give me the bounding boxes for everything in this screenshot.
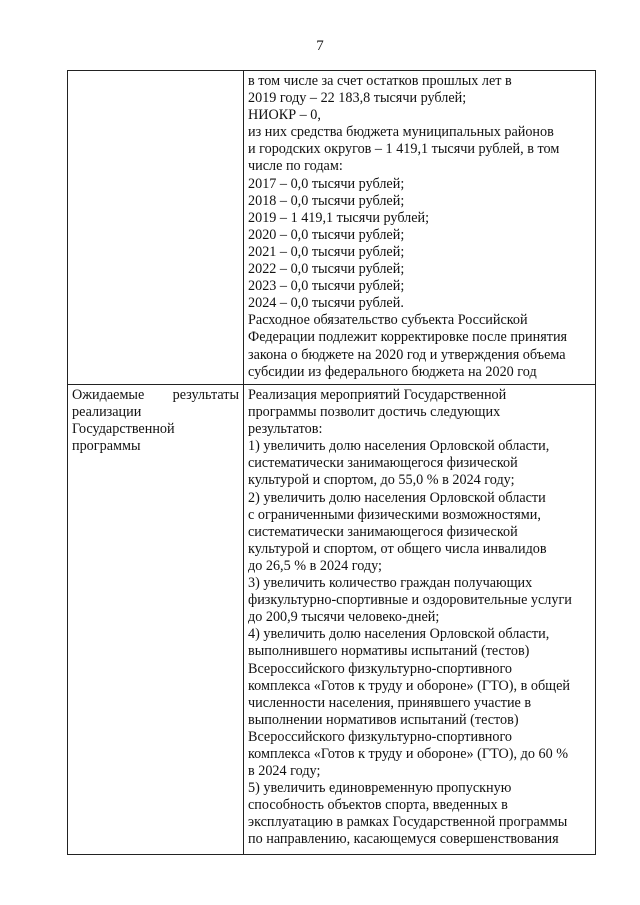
row2-line: численности населения, принявшего участие в <box>248 694 532 711</box>
row2-label-line: программы <box>72 438 141 455</box>
row1-line: из них средства бюджета муниципальных районов <box>248 124 554 141</box>
row2-line: 4) увеличить долю населения Орловской области, <box>248 626 550 643</box>
row2-line: выполнившего нормативы испытаний (тестов) <box>248 643 530 660</box>
row2-line: культурой и спортом, до 55,0 % в 2024 году; <box>248 472 515 489</box>
row2-line: 5) увеличить единовременную пропускную <box>248 780 512 797</box>
row2-line: Всероссийского физкультурно-спортивного <box>248 728 513 745</box>
row2-line: программы позволит достичь следующих <box>248 404 501 421</box>
row1-line: 2018 – 0,0 тысячи рублей; <box>248 192 405 209</box>
row1-line: 2022 – 0,0 тысячи рублей; <box>248 261 405 278</box>
row1-line: субсидии из федерального бюджета на 2020 год <box>248 363 537 380</box>
row1-line: в том числе за счет остатков прошлых лет в <box>248 73 512 89</box>
page-number: 7 <box>316 38 324 54</box>
row1-line: 2021 – 0,0 тысячи рублей; <box>248 243 405 260</box>
row2-label-line: Государственной <box>72 421 175 438</box>
row1-line: и городских округов – 1 419,1 тысячи рублей, в том <box>248 141 560 158</box>
passport-table <box>67 70 596 855</box>
row2-line: выполнении нормативов испытаний (тестов) <box>248 711 519 728</box>
row2-label-line: реализации <box>72 404 142 421</box>
row2-line: с ограниченными физическими возможностями, <box>248 506 541 523</box>
row2-content-cell <box>244 385 596 855</box>
row2-line: до 26,5 % в 2024 году; <box>248 557 382 574</box>
row1-line: 2017 – 0,0 тысячи рублей; <box>248 175 405 192</box>
row2-line: в 2024 году; <box>248 763 321 780</box>
row2-line: до 200,9 тысячи человеко-дней; <box>248 609 440 626</box>
row2-line: Всероссийского физкультурно-спортивного <box>248 660 513 677</box>
row1-label-cell <box>68 71 244 385</box>
row2-line: 2) увеличить долю населения Орловской области <box>248 489 546 506</box>
table-row-financing <box>68 71 596 385</box>
row2-label-first-line <box>72 387 239 404</box>
row2-line: результатов: <box>248 421 323 438</box>
row2-line: Реализация мероприятий Государственной <box>248 387 507 403</box>
row2-line: систематически занимающегося физической <box>248 523 518 540</box>
row2-line: комплекса «Готов к труду и обороне» (ГТО), в общей <box>248 677 570 694</box>
row1-line: 2023 – 0,0 тысячи рублей; <box>248 278 405 295</box>
row2-line: комплекса «Готов к труду и обороне» (ГТО), до 60 % <box>248 745 569 762</box>
row2-line: способность объектов спорта, введенных в <box>248 797 508 814</box>
row2-label-word: результаты <box>172 387 239 403</box>
row1-line: 2024 – 0,0 тысячи рублей. <box>248 295 404 312</box>
row1-line: НИОКР – 0, <box>248 107 321 124</box>
row2-label-cell <box>68 385 244 855</box>
row2-line: 3) увеличить количество граждан получающих <box>248 575 533 592</box>
row1-line: Расходное обязательство субъекта Российской <box>248 312 528 329</box>
row1-line: Федерации подлежит корректировке после принятия <box>248 329 568 346</box>
row1-line: 2019 – 1 419,1 тысячи рублей; <box>248 209 430 226</box>
row1-line: числе по годам: <box>248 158 343 175</box>
row1-line: 2019 году – 22 183,8 тысячи рублей; <box>248 90 467 107</box>
row2-label-word: Ожидаемые <box>72 387 145 403</box>
row2-line: эксплуатацию в рамках Государственной программы <box>248 814 568 831</box>
row2-line: по направлению, касающемуся совершенствования <box>248 831 559 848</box>
row2-line: систематически занимающегося физической <box>248 455 518 472</box>
row1-line: 2020 – 0,0 тысячи рублей; <box>248 226 405 243</box>
row1-line: закона о бюджете на 2020 год и утверждения объема <box>248 346 566 363</box>
table-row-expected-results <box>68 385 596 855</box>
row1-content-cell <box>244 71 596 385</box>
row2-line: 1) увеличить долю населения Орловской области, <box>248 438 550 455</box>
row2-line: культурой и спортом, от общего числа инвалидов <box>248 540 547 557</box>
row2-line: физкультурно-спортивные и оздоровительные услуги <box>248 592 572 609</box>
